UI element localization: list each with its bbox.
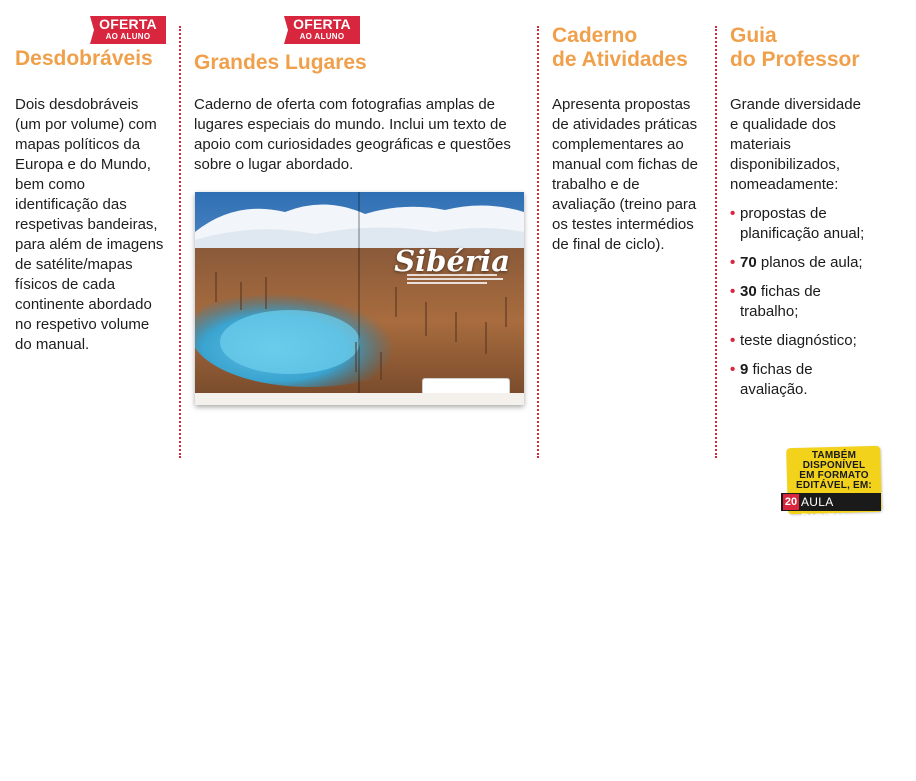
ao-aluno-label: AO ALUNO: [299, 32, 345, 41]
aula-digital-badge: [781, 447, 882, 525]
grandes-lugares-book-image: [195, 192, 524, 405]
oferta-badge-grandes-lugares: [284, 16, 360, 46]
digital-brand: AULA DIGITAL: [801, 495, 849, 525]
guia-title: [730, 24, 860, 72]
desdobraveis-text: Dois desdobráveis (um por volume) com mapas políticos da Europa e do Mundo, bem como identificação das respetivas bandeiras, para além de imagens de satélite/mapas físicos de cada continente abordado no respetivo volume do manual.: [15, 96, 164, 353]
grandes-lugares-title: Grandes Lugares: [194, 51, 367, 74]
desdobraveis-title: Desdobráveis: [15, 47, 153, 70]
digital-line2: DISPONÍVEL: [802, 460, 866, 471]
column-divider: [715, 26, 717, 458]
oferta-label: OFERTA: [293, 16, 351, 32]
column-divider: [537, 26, 539, 458]
oferta-badge-desdobraveis: [90, 16, 166, 46]
guia-title-line2: do Professor: [730, 48, 860, 71]
list-item: • 70 planos de aula;: [730, 254, 863, 271]
list-item: • teste diagnóstico;: [730, 332, 857, 349]
column-divider: [179, 26, 181, 458]
guia-bullet-list: [730, 204, 870, 409]
caderno-text: Apresenta propostas de atividades práticas complementares ao manual com fichas de trabalho e de avaliação (treino para os testes intermédios de final de ciclo).: [552, 96, 698, 253]
digital-line3: EM FORMATO: [799, 470, 869, 481]
guia-title-line1: Guia: [730, 24, 777, 47]
ao-aluno-label: AO ALUNO: [105, 32, 151, 41]
digital-line4: EDITÁVEL, EM:: [796, 480, 872, 491]
list-item: • 30 fichas de trabalho;: [730, 283, 821, 320]
oferta-label: OFERTA: [99, 16, 157, 32]
caderno-title-line1: Caderno: [552, 24, 638, 47]
guia-intro: Grande diversidade e qualidade dos materiais disponibilizados, nomeadamente:: [730, 96, 861, 193]
grandes-lugares-text: Caderno de oferta com fotografias amplas de lugares especiais do mundo. Inclui um texto de apoio com curiosidades geográficas e questões sobre o lugar abordado.: [194, 96, 511, 173]
digital-number: 20: [784, 496, 798, 508]
digital-line1: TAMBÉM: [811, 450, 857, 461]
list-item: • propostas de planificação anual;: [730, 205, 865, 242]
book-footer: [195, 393, 524, 405]
caderno-title: [552, 24, 688, 72]
book-spine: [358, 192, 360, 405]
list-item: • 9 fichas de avaliação.: [730, 361, 813, 398]
siberia-title: Sibéria: [394, 244, 510, 278]
caderno-title-line2: de Atividades: [552, 48, 688, 71]
